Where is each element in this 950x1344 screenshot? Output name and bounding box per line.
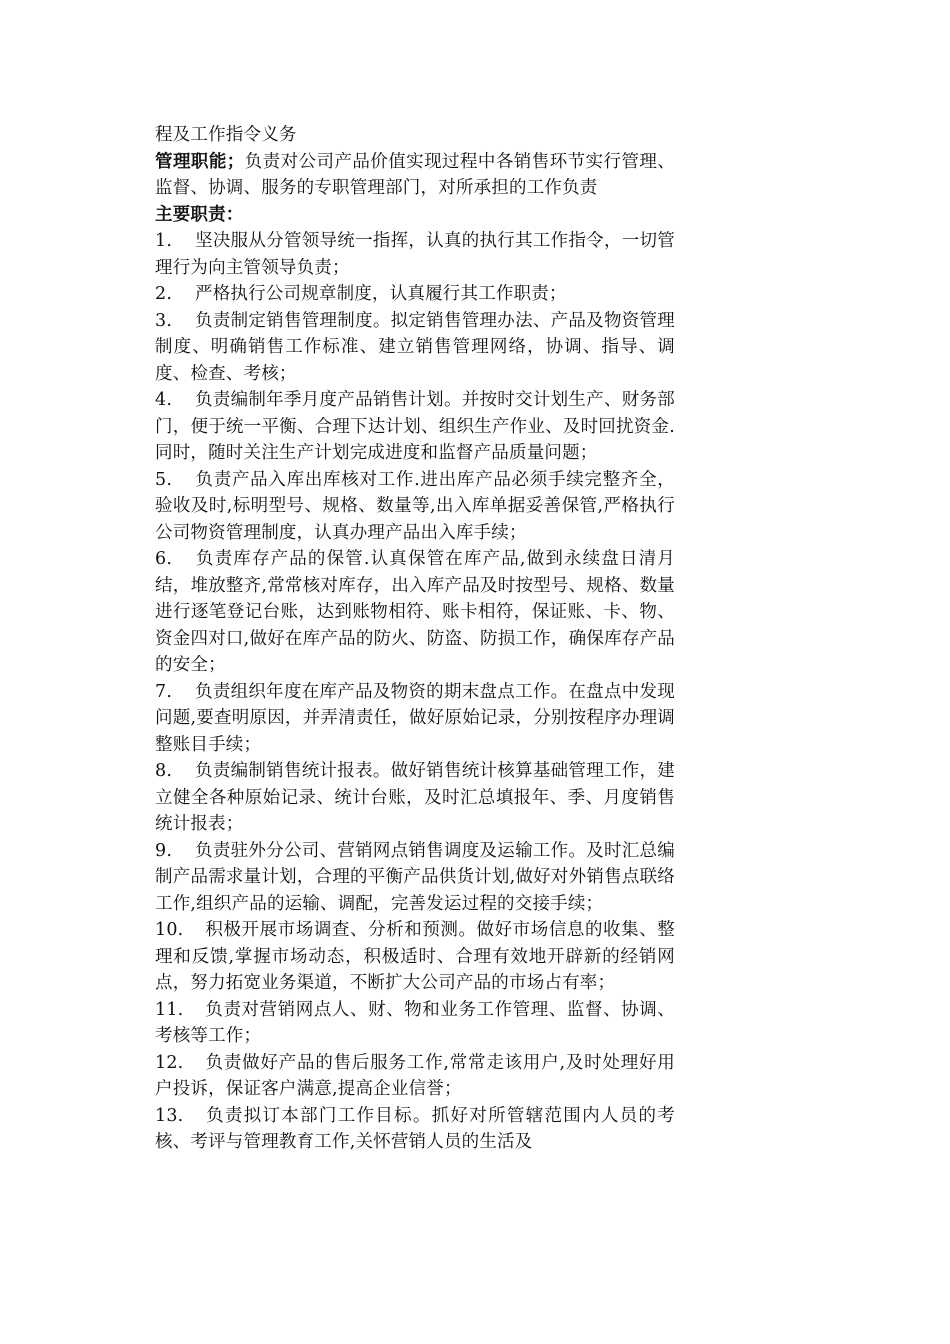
management-function-label: 管理职能； (155, 151, 245, 172)
duty-item-5 (155, 467, 675, 547)
duty-text: 负责编制销售统计报表。做好销售统计核算基础管理工作，建立健全各种原始记录、统计台账，及时汇总填报年、季、月度销售统计报表； (155, 761, 675, 834)
duty-item-13 (155, 1103, 675, 1156)
duty-item-9 (155, 838, 675, 918)
duty-text: 负责制定销售管理制度。拟定销售管理办法、产品及物资管理制度、明确销售工作标准、建立销售管理网络，协调、指导、调度、检查、考核； (155, 310, 675, 384)
duty-item-2 (155, 281, 675, 308)
duty-item-8 (155, 758, 675, 838)
duty-number: 1. (155, 231, 173, 251)
duty-item-6 (155, 546, 675, 679)
duty-number: 8. (155, 761, 173, 781)
duty-number: 3. (155, 310, 173, 331)
duty-number: 11. (155, 999, 184, 1020)
duty-number: 10. (155, 920, 184, 940)
main-duties-label: 主要职责： (155, 204, 244, 225)
duty-text: 负责对营销网点人、财、物和业务工作管理、监督、协调、考核等工作； (155, 999, 675, 1046)
duty-text: 负责拟订本部门工作目标。抓好对所管辖范围内人员的考核、考评与管理教育工作,关怀营销人员的生活及 (155, 1105, 675, 1152)
duty-text: 严格执行公司规章制度，认真履行其工作职责； (195, 284, 567, 304)
duty-number: 6. (155, 549, 173, 569)
duty-number: 4. (155, 390, 173, 410)
intro-tail-text: 程及工作指令义务 (155, 125, 297, 145)
duty-text: 负责驻外分公司、营销网点销售调度及运输工作。及时汇总编制产品需求量计划，合理的平衡产品供货计划,做好对外销售点联络工作,组织产品的运输、调配，完善发运过程的交接手续； (155, 840, 675, 914)
duty-item-1 (155, 228, 675, 281)
duty-number: 7. (155, 681, 173, 702)
duty-number: 5. (155, 469, 173, 490)
duty-item-3 (155, 308, 675, 388)
duty-number: 9. (155, 840, 173, 861)
duty-text: 负责库存产品的保管.认真保管在库产品,做到永续盘日清月结，堆放整齐,常常核对库存，出入库产品及时按型号、规格、数量进行逐笔登记台账，达到账物相符、账卡相符，保证账、卡、物、资金四对口,做好在库产品的防火、防盗、防损工作，确保库存产品的安全； (155, 549, 675, 675)
duty-number: 12. (155, 1052, 184, 1073)
duty-text: 负责组织年度在库产品及物资的期末盘点工作。在盘点中发现问题,要查明原因，并弄清责任，做好原始记录，分别按程序办理调整账目手续； (155, 681, 675, 755)
duty-item-12 (155, 1050, 675, 1103)
duty-item-4 (155, 387, 675, 467)
duty-text: 积极开展市场调查、分析和预测。做好市场信息的收集、整理和反馈,掌握市场动态，积极适时、合理有效地开辟新的经销网点，努力拓宽业务渠道，不断扩大公司产品的市场占有率； (155, 920, 675, 993)
duty-item-10 (155, 917, 675, 997)
duty-text: 坚决服从分管领导统一指挥，认真的执行其工作指令，一切管理行为向主管领导负责； (155, 231, 675, 278)
management-function-text: 负责对公司产品价值实现过程中各销售环节实行管理、监督、协调、服务的专职管理部门，对所承担的工作负责 (155, 151, 675, 198)
document-page (155, 122, 675, 1156)
duty-text: 负责产品入库出库核对工作.进出库产品必须手续完整齐全，验收及时,标明型号、规格、数量等,出入库单据妥善保管,严格执行公司物资管理制度，认真办理产品出入库手续； (155, 469, 675, 543)
duty-item-11 (155, 997, 675, 1050)
duty-text: 负责编制年季月度产品销售计划。并按时交计划生产、财务部门，便于统一平衡、合理下达计划、组织生产作业、及时回扰资金.同时，随时关注生产计划完成进度和监督产品质量问题； (155, 390, 675, 463)
management-function-paragraph (155, 149, 675, 202)
duty-item-7 (155, 679, 675, 759)
duty-number: 13. (155, 1105, 184, 1126)
duty-number: 2. (155, 284, 173, 304)
duty-text: 负责做好产品的售后服务工作,常常走该用户,及时处理好用户投诉，保证客户满意,提高企业信誉； (155, 1052, 675, 1099)
